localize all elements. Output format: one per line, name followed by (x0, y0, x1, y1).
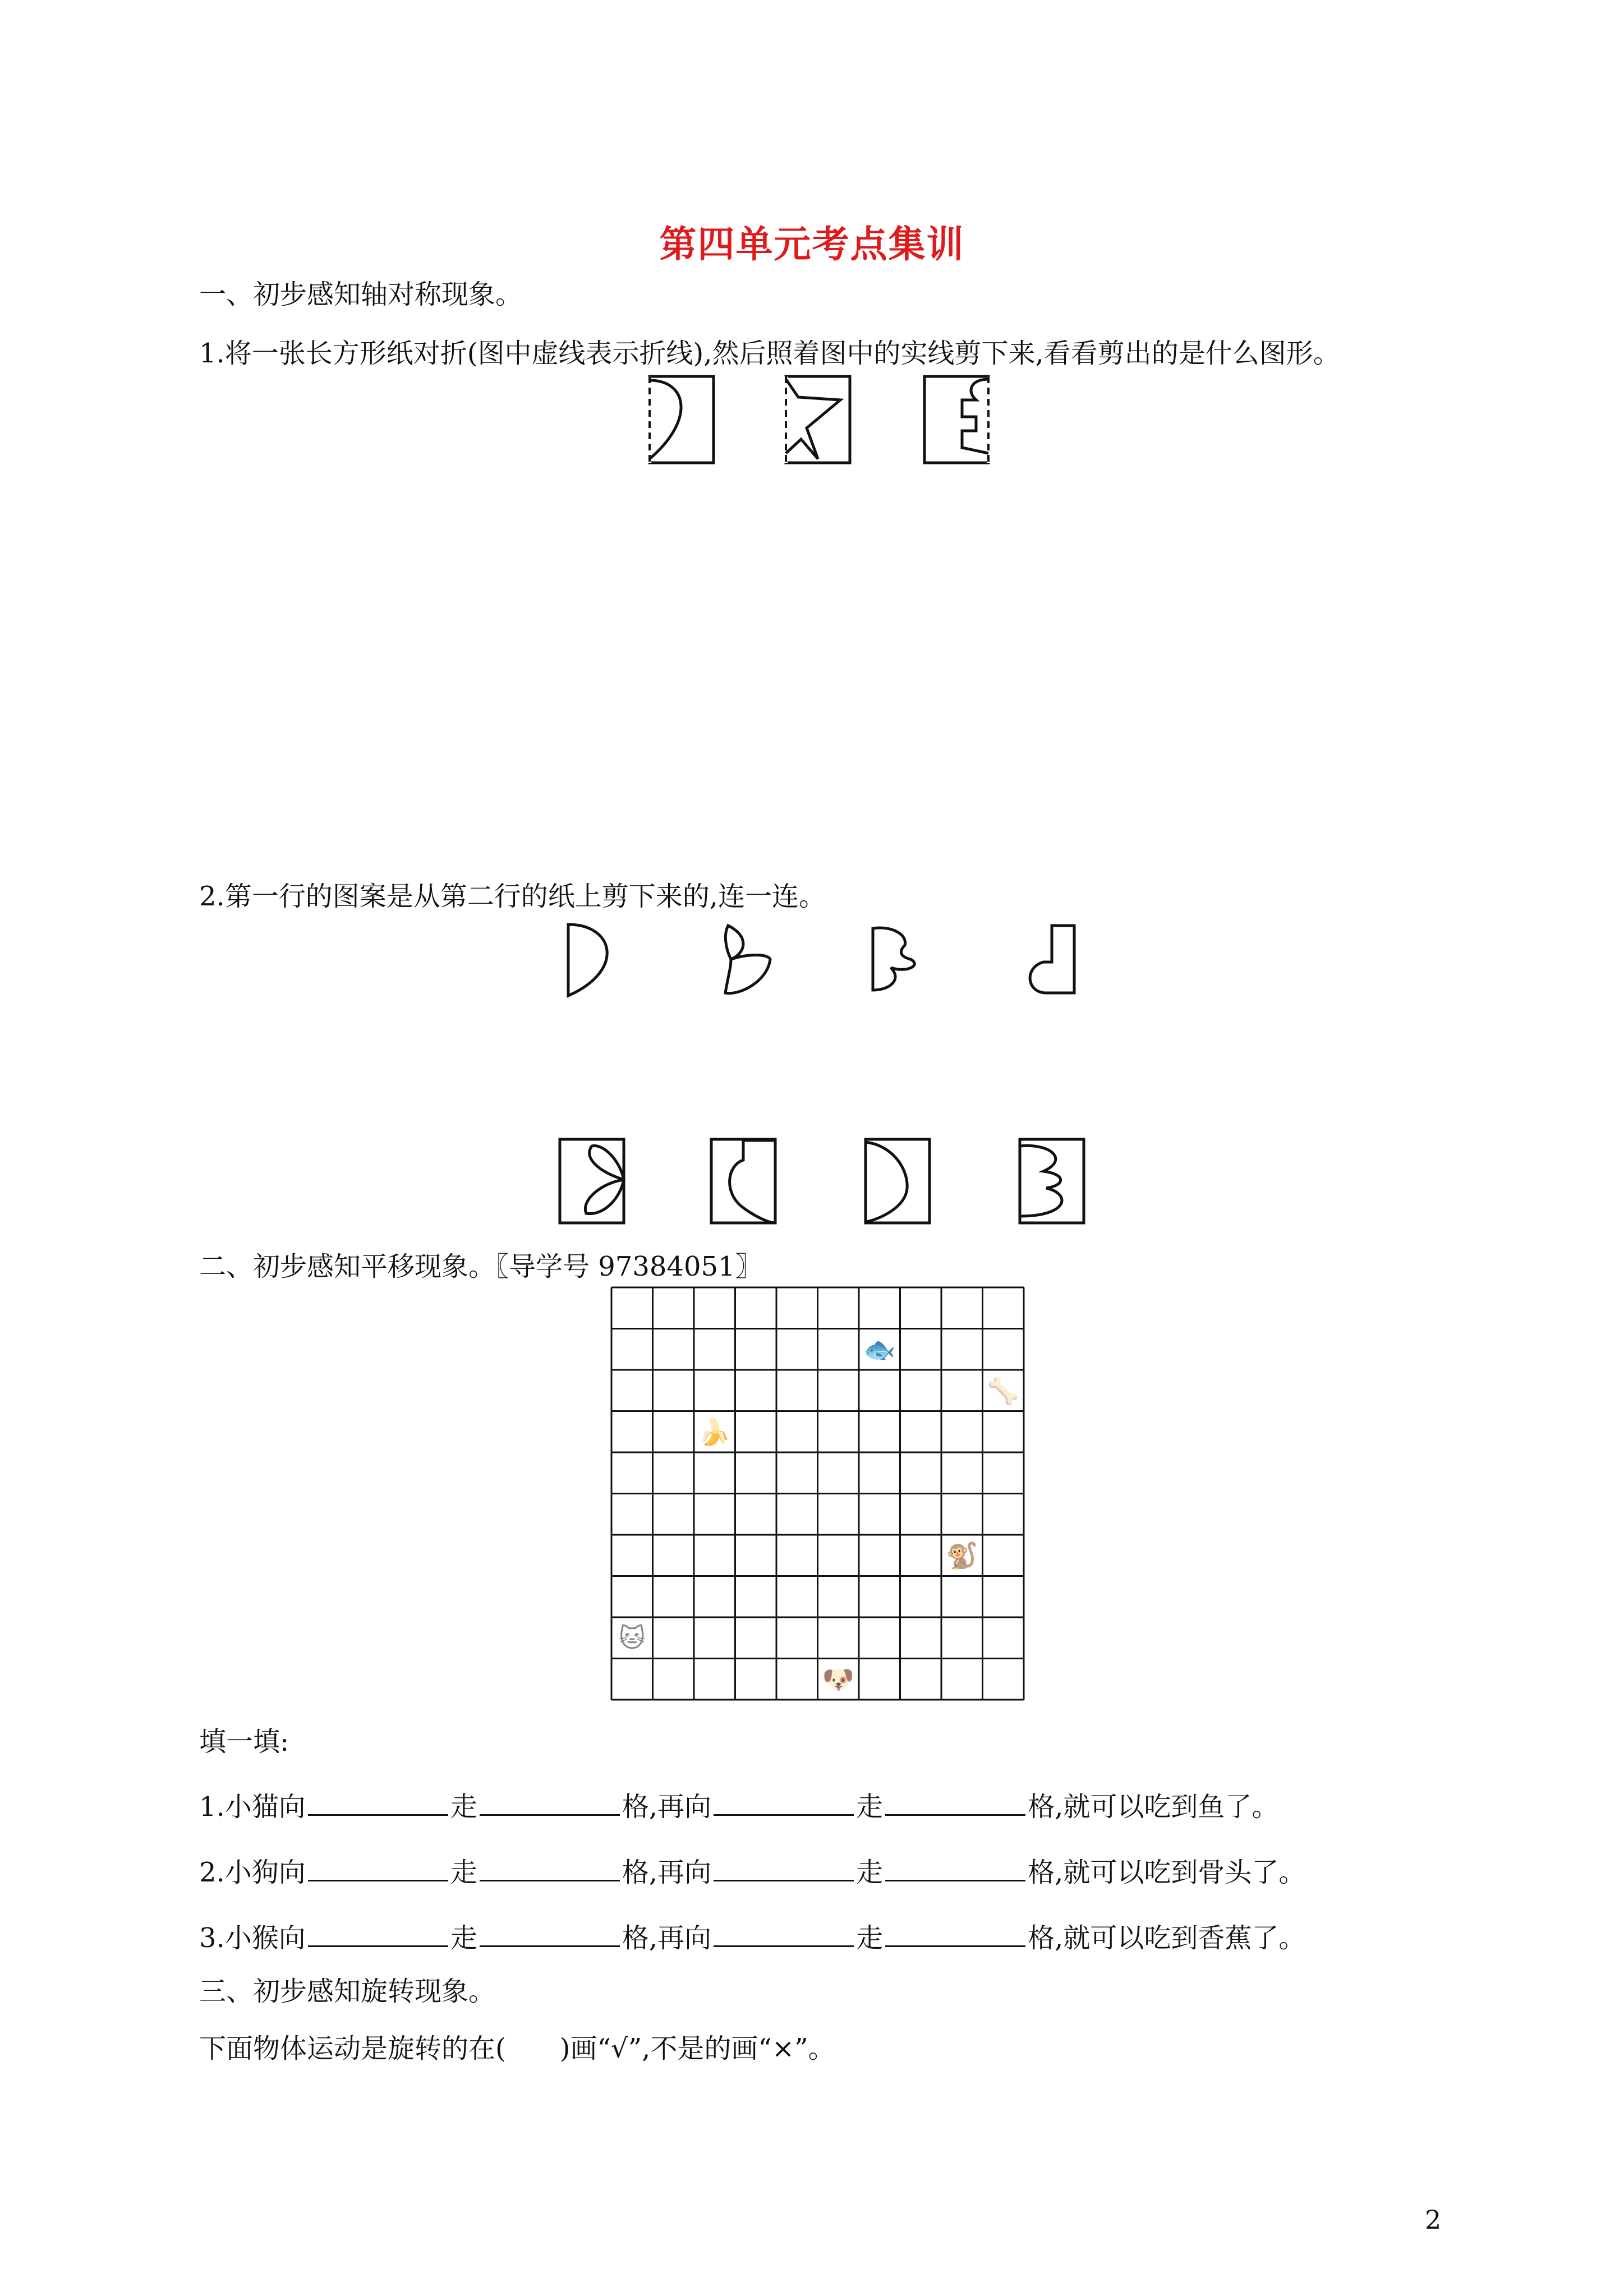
fill-item-suffix: 格,就可以吃到香蕉了。 (1028, 1922, 1306, 1954)
fill-item-word: 走 (856, 1922, 884, 1954)
fill-item-word: 走 (856, 1857, 884, 1888)
fill-item-prefix: 1.小猫向 (199, 1791, 306, 1823)
cut-shape-1 (564, 920, 625, 999)
answer-blank[interactable] (480, 1854, 620, 1881)
answer-blank[interactable] (308, 1920, 448, 1947)
section1-heading: 一、初步感知轴对称现象。 (199, 279, 523, 310)
page-title: 第四单元考点集训 (659, 222, 965, 266)
answer-blank[interactable] (714, 1854, 854, 1881)
fish-icon: 🐟 (863, 1334, 896, 1365)
question-2-text: 2.第一行的图案是从第二行的纸上剪下来的,连一连。 (199, 881, 826, 912)
answer-blank[interactable] (480, 1920, 620, 1947)
banana-icon: 🍌 (698, 1416, 731, 1447)
section3-instruction: 下面物体运动是旋转的在( )画“√”,不是的画“×”。 (199, 2033, 835, 2064)
answer-blank[interactable] (885, 1788, 1025, 1816)
fill-item-3 (199, 1920, 1305, 1955)
answer-blank[interactable] (885, 1920, 1025, 1947)
paper-shape-3 (864, 1138, 931, 1225)
fill-item-1 (199, 1788, 1278, 1824)
translation-grid (611, 1287, 1024, 1700)
bone-icon: 🦴 (987, 1375, 1019, 1406)
answer-blank[interactable] (308, 1788, 448, 1816)
fold-figure-3 (923, 375, 990, 464)
cut-shape-2 (717, 920, 779, 999)
fill-item-prefix: 3.小猴向 (199, 1922, 306, 1954)
answer-blank[interactable] (714, 1920, 854, 1947)
fill-item-word: 走 (450, 1922, 477, 1954)
cut-shape-4 (1021, 920, 1083, 999)
answer-blank[interactable] (714, 1788, 854, 1816)
dog-icon: 🐶 (822, 1664, 854, 1695)
answer-blank[interactable] (308, 1854, 448, 1881)
section3-heading: 三、初步感知旋转现象。 (199, 1976, 496, 2007)
answer-blank[interactable] (480, 1788, 620, 1816)
fold-figure-2 (784, 375, 852, 464)
fill-title: 填一填: (199, 1726, 289, 1757)
fill-item-word: 走 (450, 1857, 477, 1888)
fill-item-suffix: 格,就可以吃到鱼了。 (1028, 1791, 1279, 1823)
monkey-icon: 🐒 (946, 1540, 978, 1571)
answer-blank[interactable] (885, 1854, 1025, 1881)
fill-item-suffix: 格,就可以吃到骨头了。 (1028, 1857, 1306, 1888)
fold-figure-1 (648, 375, 715, 464)
fill-item-word: 走 (856, 1791, 884, 1823)
fill-item-word: 格,再向 (622, 1922, 712, 1954)
cat-icon: 🐱 (618, 1622, 646, 1653)
paper-shape-4 (1018, 1138, 1085, 1225)
page-number: 2 (1425, 2205, 1442, 2235)
paper-shape-1 (558, 1138, 625, 1225)
fill-item-prefix: 2.小狗向 (199, 1857, 306, 1888)
fill-item-word: 格,再向 (622, 1857, 712, 1888)
fill-item-2 (199, 1854, 1305, 1889)
cut-shape-3 (868, 920, 930, 999)
fill-item-word: 格,再向 (622, 1791, 712, 1823)
question-1-text: 1.将一张长方形纸对折(图中虚线表示折线),然后照着图中的实线剪下来,看看剪出的是什么图形。 (199, 338, 1340, 369)
section2-heading: 二、初步感知平移现象。〖导学号 97384051〗 (199, 1251, 762, 1282)
paper-shape-2 (710, 1138, 777, 1225)
fill-item-word: 走 (450, 1791, 477, 1823)
